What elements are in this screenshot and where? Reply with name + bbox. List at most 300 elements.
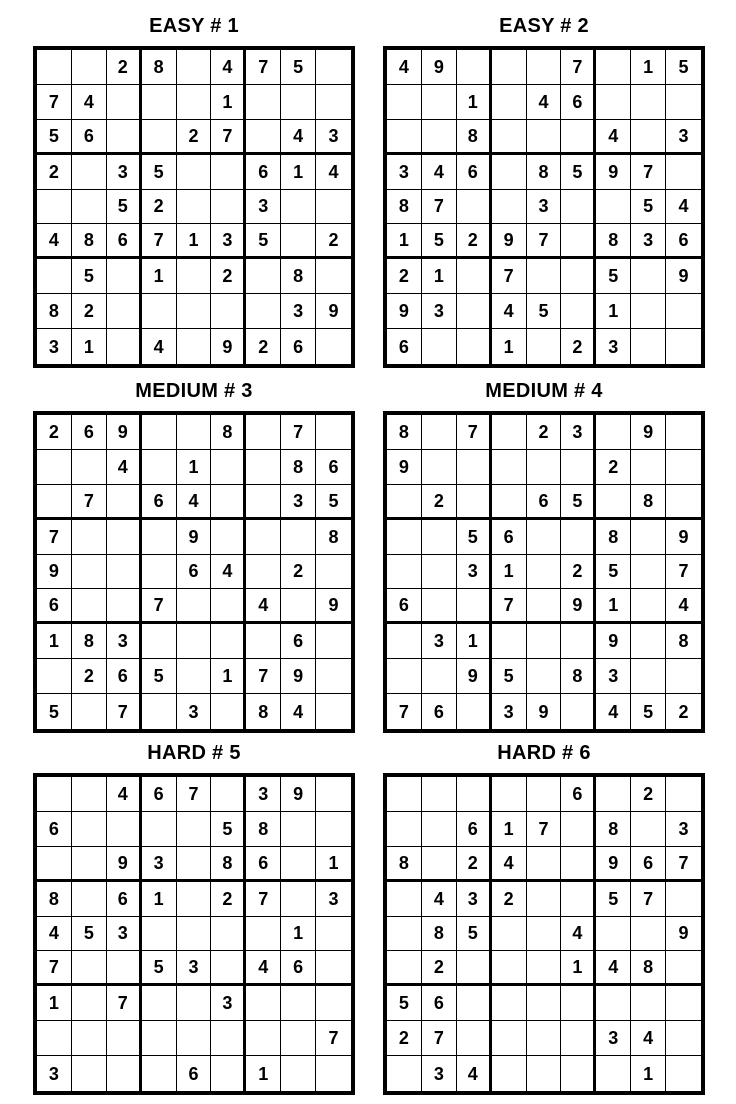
empty-cell[interactable]	[561, 1056, 596, 1091]
empty-cell[interactable]	[492, 917, 527, 952]
empty-cell[interactable]	[107, 589, 142, 624]
given-cell: 4	[666, 589, 701, 624]
empty-cell[interactable]	[596, 917, 631, 952]
empty-cell[interactable]	[561, 450, 596, 485]
empty-cell[interactable]	[561, 294, 596, 329]
given-cell: 3	[561, 415, 596, 450]
empty-cell[interactable]	[596, 485, 631, 520]
empty-cell[interactable]	[561, 694, 596, 729]
empty-cell[interactable]	[561, 812, 596, 847]
empty-cell[interactable]	[37, 1021, 72, 1056]
empty-cell[interactable]	[177, 329, 212, 364]
empty-cell[interactable]	[527, 917, 562, 952]
given-cell: 8	[281, 450, 316, 485]
empty-cell[interactable]	[177, 259, 212, 294]
empty-cell[interactable]	[281, 847, 316, 882]
empty-cell[interactable]	[457, 589, 492, 624]
empty-cell[interactable]	[387, 812, 422, 847]
empty-cell[interactable]	[631, 812, 666, 847]
empty-cell[interactable]	[666, 1021, 701, 1056]
empty-cell[interactable]	[316, 659, 351, 694]
empty-cell[interactable]	[37, 450, 72, 485]
empty-cell[interactable]	[492, 155, 527, 190]
empty-cell[interactable]	[107, 120, 142, 155]
empty-cell[interactable]	[211, 589, 246, 624]
empty-cell[interactable]	[457, 951, 492, 986]
empty-cell[interactable]	[211, 294, 246, 329]
empty-cell[interactable]	[177, 659, 212, 694]
empty-cell[interactable]	[316, 415, 351, 450]
empty-cell[interactable]	[72, 694, 107, 729]
given-cell: 5	[527, 294, 562, 329]
empty-cell[interactable]	[107, 294, 142, 329]
empty-cell[interactable]	[142, 555, 177, 590]
given-cell: 1	[142, 259, 177, 294]
empty-cell[interactable]	[492, 624, 527, 659]
empty-cell[interactable]	[527, 777, 562, 812]
given-cell: 5	[631, 190, 666, 225]
empty-cell[interactable]	[246, 415, 281, 450]
empty-cell[interactable]	[142, 450, 177, 485]
given-cell: 9	[457, 659, 492, 694]
empty-cell[interactable]	[527, 882, 562, 917]
empty-cell[interactable]	[72, 555, 107, 590]
empty-cell[interactable]	[457, 294, 492, 329]
given-cell: 7	[37, 85, 72, 120]
empty-cell[interactable]	[142, 294, 177, 329]
given-cell: 3	[37, 1056, 72, 1091]
given-cell: 7	[107, 986, 142, 1021]
empty-cell[interactable]	[177, 624, 212, 659]
empty-cell[interactable]	[561, 120, 596, 155]
empty-cell[interactable]	[492, 777, 527, 812]
empty-cell[interactable]	[142, 120, 177, 155]
empty-cell[interactable]	[107, 1021, 142, 1056]
empty-cell[interactable]	[527, 986, 562, 1021]
empty-cell[interactable]	[492, 450, 527, 485]
sudoku-grid	[383, 411, 705, 733]
empty-cell[interactable]	[107, 520, 142, 555]
empty-cell[interactable]	[596, 777, 631, 812]
empty-cell[interactable]	[316, 555, 351, 590]
empty-cell[interactable]	[177, 415, 212, 450]
empty-cell[interactable]	[457, 190, 492, 225]
empty-cell[interactable]	[211, 485, 246, 520]
empty-cell[interactable]	[37, 659, 72, 694]
empty-cell[interactable]	[142, 1021, 177, 1056]
empty-cell[interactable]	[72, 777, 107, 812]
empty-cell[interactable]	[422, 85, 457, 120]
empty-cell[interactable]	[177, 882, 212, 917]
given-cell: 2	[387, 1021, 422, 1056]
empty-cell[interactable]	[211, 190, 246, 225]
empty-cell[interactable]	[527, 50, 562, 85]
empty-cell[interactable]	[142, 624, 177, 659]
empty-cell[interactable]	[316, 624, 351, 659]
given-cell: 3	[422, 1056, 457, 1091]
empty-cell[interactable]	[316, 85, 351, 120]
empty-cell[interactable]	[596, 190, 631, 225]
empty-cell[interactable]	[492, 190, 527, 225]
empty-cell[interactable]	[457, 1021, 492, 1056]
empty-cell[interactable]	[422, 415, 457, 450]
empty-cell[interactable]	[316, 777, 351, 812]
empty-cell[interactable]	[281, 1021, 316, 1056]
empty-cell[interactable]	[492, 415, 527, 450]
empty-cell[interactable]	[316, 694, 351, 729]
empty-cell[interactable]	[631, 520, 666, 555]
empty-cell[interactable]	[177, 50, 212, 85]
empty-cell[interactable]	[631, 659, 666, 694]
empty-cell[interactable]	[492, 85, 527, 120]
given-cell: 6	[107, 882, 142, 917]
given-cell: 7	[107, 694, 142, 729]
empty-cell[interactable]	[37, 190, 72, 225]
empty-cell[interactable]	[527, 259, 562, 294]
empty-cell[interactable]	[177, 294, 212, 329]
given-cell: 2	[561, 329, 596, 364]
given-cell: 5	[596, 555, 631, 590]
empty-cell[interactable]	[387, 555, 422, 590]
empty-cell[interactable]	[387, 951, 422, 986]
empty-cell[interactable]	[561, 190, 596, 225]
empty-cell[interactable]	[666, 329, 701, 364]
empty-cell[interactable]	[457, 259, 492, 294]
empty-cell[interactable]	[387, 485, 422, 520]
empty-cell[interactable]	[387, 85, 422, 120]
empty-cell[interactable]	[107, 485, 142, 520]
empty-cell[interactable]	[246, 85, 281, 120]
empty-cell[interactable]	[211, 450, 246, 485]
given-cell: 2	[211, 882, 246, 917]
empty-cell[interactable]	[211, 777, 246, 812]
empty-cell[interactable]	[72, 155, 107, 190]
empty-cell[interactable]	[107, 329, 142, 364]
empty-cell[interactable]	[422, 847, 457, 882]
empty-cell[interactable]	[596, 50, 631, 85]
empty-cell[interactable]	[107, 259, 142, 294]
empty-cell[interactable]	[211, 1021, 246, 1056]
empty-cell[interactable]	[142, 694, 177, 729]
empty-cell[interactable]	[246, 294, 281, 329]
empty-cell[interactable]	[211, 694, 246, 729]
given-cell: 5	[142, 155, 177, 190]
empty-cell[interactable]	[387, 120, 422, 155]
empty-cell[interactable]	[177, 155, 212, 190]
empty-cell[interactable]	[142, 812, 177, 847]
empty-cell[interactable]	[561, 882, 596, 917]
given-cell: 4	[316, 155, 351, 190]
empty-cell[interactable]	[211, 155, 246, 190]
empty-cell[interactable]	[246, 917, 281, 952]
given-cell: 7	[492, 259, 527, 294]
given-cell: 6	[316, 450, 351, 485]
given-cell: 2	[631, 777, 666, 812]
empty-cell[interactable]	[492, 485, 527, 520]
empty-cell[interactable]	[457, 485, 492, 520]
empty-cell[interactable]	[316, 812, 351, 847]
given-cell: 6	[177, 555, 212, 590]
empty-cell[interactable]	[457, 329, 492, 364]
empty-cell[interactable]	[596, 415, 631, 450]
empty-cell[interactable]	[422, 520, 457, 555]
empty-cell[interactable]	[666, 415, 701, 450]
empty-cell[interactable]	[281, 520, 316, 555]
empty-cell[interactable]	[666, 951, 701, 986]
empty-cell[interactable]	[457, 986, 492, 1021]
given-cell: 1	[387, 224, 422, 259]
empty-cell[interactable]	[246, 485, 281, 520]
empty-cell[interactable]	[107, 951, 142, 986]
empty-cell[interactable]	[72, 847, 107, 882]
given-cell: 9	[596, 624, 631, 659]
empty-cell[interactable]	[666, 882, 701, 917]
empty-cell[interactable]	[37, 259, 72, 294]
given-cell: 3	[596, 329, 631, 364]
empty-cell[interactable]	[561, 847, 596, 882]
empty-cell[interactable]	[72, 190, 107, 225]
empty-cell[interactable]	[177, 986, 212, 1021]
given-cell: 9	[387, 294, 422, 329]
empty-cell[interactable]	[666, 155, 701, 190]
empty-cell[interactable]	[492, 120, 527, 155]
empty-cell[interactable]	[422, 589, 457, 624]
empty-cell[interactable]	[527, 589, 562, 624]
empty-cell[interactable]	[387, 882, 422, 917]
given-cell: 6	[142, 485, 177, 520]
empty-cell[interactable]	[666, 659, 701, 694]
empty-cell[interactable]	[177, 847, 212, 882]
empty-cell[interactable]	[142, 917, 177, 952]
empty-cell[interactable]	[316, 50, 351, 85]
empty-cell[interactable]	[72, 50, 107, 85]
empty-cell[interactable]	[72, 1056, 107, 1091]
empty-cell[interactable]	[72, 589, 107, 624]
empty-cell[interactable]	[422, 659, 457, 694]
given-cell: 1	[492, 812, 527, 847]
empty-cell[interactable]	[631, 986, 666, 1021]
empty-cell[interactable]	[492, 951, 527, 986]
empty-cell[interactable]	[142, 1056, 177, 1091]
empty-cell[interactable]	[316, 951, 351, 986]
empty-cell[interactable]	[281, 812, 316, 847]
empty-cell[interactable]	[631, 917, 666, 952]
empty-cell[interactable]	[492, 1056, 527, 1091]
given-cell: 2	[422, 951, 457, 986]
empty-cell[interactable]	[177, 85, 212, 120]
empty-cell[interactable]	[666, 85, 701, 120]
given-cell: 1	[37, 624, 72, 659]
empty-cell[interactable]	[457, 450, 492, 485]
empty-cell[interactable]	[387, 659, 422, 694]
empty-cell[interactable]	[527, 1021, 562, 1056]
empty-cell[interactable]	[387, 917, 422, 952]
empty-cell[interactable]	[281, 224, 316, 259]
empty-cell[interactable]	[527, 1056, 562, 1091]
empty-cell[interactable]	[72, 450, 107, 485]
empty-cell[interactable]	[72, 951, 107, 986]
empty-cell[interactable]	[527, 120, 562, 155]
empty-cell[interactable]	[492, 50, 527, 85]
empty-cell[interactable]	[316, 917, 351, 952]
empty-cell[interactable]	[211, 951, 246, 986]
empty-cell[interactable]	[107, 1056, 142, 1091]
empty-cell[interactable]	[631, 259, 666, 294]
empty-cell[interactable]	[281, 986, 316, 1021]
given-cell: 9	[281, 659, 316, 694]
empty-cell[interactable]	[107, 85, 142, 120]
given-cell: 9	[422, 50, 457, 85]
empty-cell[interactable]	[387, 1056, 422, 1091]
empty-cell[interactable]	[631, 555, 666, 590]
given-cell: 6	[631, 847, 666, 882]
given-cell: 8	[211, 847, 246, 882]
empty-cell[interactable]	[246, 555, 281, 590]
empty-cell[interactable]	[107, 555, 142, 590]
empty-cell[interactable]	[666, 986, 701, 1021]
empty-cell[interactable]	[561, 259, 596, 294]
empty-cell[interactable]	[561, 986, 596, 1021]
empty-cell[interactable]	[246, 450, 281, 485]
given-cell: 1	[211, 85, 246, 120]
given-cell: 4	[211, 555, 246, 590]
empty-cell[interactable]	[142, 85, 177, 120]
empty-cell[interactable]	[561, 520, 596, 555]
empty-cell[interactable]	[422, 812, 457, 847]
empty-cell[interactable]	[211, 1056, 246, 1091]
given-cell: 3	[246, 777, 281, 812]
empty-cell[interactable]	[246, 986, 281, 1021]
empty-cell[interactable]	[596, 1056, 631, 1091]
empty-cell[interactable]	[631, 120, 666, 155]
empty-cell[interactable]	[37, 847, 72, 882]
empty-cell[interactable]	[631, 450, 666, 485]
empty-cell[interactable]	[37, 485, 72, 520]
empty-cell[interactable]	[72, 812, 107, 847]
empty-cell[interactable]	[142, 415, 177, 450]
empty-cell[interactable]	[631, 624, 666, 659]
empty-cell[interactable]	[561, 224, 596, 259]
empty-cell[interactable]	[457, 694, 492, 729]
empty-cell[interactable]	[666, 294, 701, 329]
empty-cell[interactable]	[142, 520, 177, 555]
empty-cell[interactable]	[422, 329, 457, 364]
empty-cell[interactable]	[527, 329, 562, 364]
empty-cell[interactable]	[492, 986, 527, 1021]
empty-cell[interactable]	[527, 659, 562, 694]
empty-cell[interactable]	[527, 520, 562, 555]
empty-cell[interactable]	[666, 1056, 701, 1091]
empty-cell[interactable]	[666, 485, 701, 520]
empty-cell[interactable]	[422, 120, 457, 155]
empty-cell[interactable]	[527, 555, 562, 590]
empty-cell[interactable]	[457, 50, 492, 85]
given-cell: 5	[37, 694, 72, 729]
empty-cell[interactable]	[631, 85, 666, 120]
empty-cell[interactable]	[37, 50, 72, 85]
given-cell: 7	[246, 659, 281, 694]
empty-cell[interactable]	[177, 917, 212, 952]
given-cell: 5	[37, 120, 72, 155]
empty-cell[interactable]	[596, 85, 631, 120]
empty-cell[interactable]	[422, 555, 457, 590]
given-cell: 1	[177, 224, 212, 259]
empty-cell[interactable]	[422, 777, 457, 812]
empty-cell[interactable]	[422, 450, 457, 485]
empty-cell[interactable]	[246, 120, 281, 155]
empty-cell[interactable]	[561, 624, 596, 659]
empty-cell[interactable]	[631, 329, 666, 364]
empty-cell[interactable]	[281, 882, 316, 917]
empty-cell[interactable]	[246, 259, 281, 294]
empty-cell[interactable]	[246, 1021, 281, 1056]
empty-cell[interactable]	[211, 917, 246, 952]
empty-cell[interactable]	[177, 1021, 212, 1056]
empty-cell[interactable]	[72, 1021, 107, 1056]
empty-cell[interactable]	[387, 777, 422, 812]
empty-cell[interactable]	[316, 329, 351, 364]
empty-cell[interactable]	[457, 777, 492, 812]
given-cell: 3	[387, 155, 422, 190]
empty-cell[interactable]	[281, 85, 316, 120]
empty-cell[interactable]	[631, 589, 666, 624]
empty-cell[interactable]	[527, 450, 562, 485]
empty-cell[interactable]	[527, 624, 562, 659]
given-cell: 5	[666, 50, 701, 85]
empty-cell[interactable]	[316, 986, 351, 1021]
empty-cell[interactable]	[666, 777, 701, 812]
empty-cell[interactable]	[281, 1056, 316, 1091]
empty-cell[interactable]	[246, 520, 281, 555]
empty-cell[interactable]	[316, 190, 351, 225]
empty-cell[interactable]	[37, 777, 72, 812]
empty-cell[interactable]	[492, 1021, 527, 1056]
empty-cell[interactable]	[316, 259, 351, 294]
given-cell: 4	[387, 50, 422, 85]
given-cell: 7	[666, 555, 701, 590]
empty-cell[interactable]	[246, 624, 281, 659]
empty-cell[interactable]	[107, 812, 142, 847]
empty-cell[interactable]	[596, 986, 631, 1021]
empty-cell[interactable]	[316, 1056, 351, 1091]
given-cell: 6	[492, 520, 527, 555]
empty-cell[interactable]	[211, 624, 246, 659]
empty-cell[interactable]	[281, 589, 316, 624]
empty-cell[interactable]	[211, 520, 246, 555]
empty-cell[interactable]	[72, 986, 107, 1021]
empty-cell[interactable]	[387, 624, 422, 659]
given-cell: 1	[211, 659, 246, 694]
empty-cell[interactable]	[281, 190, 316, 225]
empty-cell[interactable]	[72, 520, 107, 555]
given-cell: 4	[177, 485, 212, 520]
empty-cell[interactable]	[142, 986, 177, 1021]
given-cell: 3	[316, 882, 351, 917]
empty-cell[interactable]	[527, 847, 562, 882]
empty-cell[interactable]	[527, 951, 562, 986]
given-cell: 3	[281, 294, 316, 329]
empty-cell[interactable]	[631, 294, 666, 329]
empty-cell[interactable]	[387, 520, 422, 555]
empty-cell[interactable]	[177, 589, 212, 624]
empty-cell[interactable]	[72, 882, 107, 917]
given-cell: 8	[387, 190, 422, 225]
given-cell: 8	[142, 50, 177, 85]
empty-cell[interactable]	[561, 1021, 596, 1056]
empty-cell[interactable]	[666, 450, 701, 485]
empty-cell[interactable]	[177, 190, 212, 225]
empty-cell[interactable]	[177, 812, 212, 847]
